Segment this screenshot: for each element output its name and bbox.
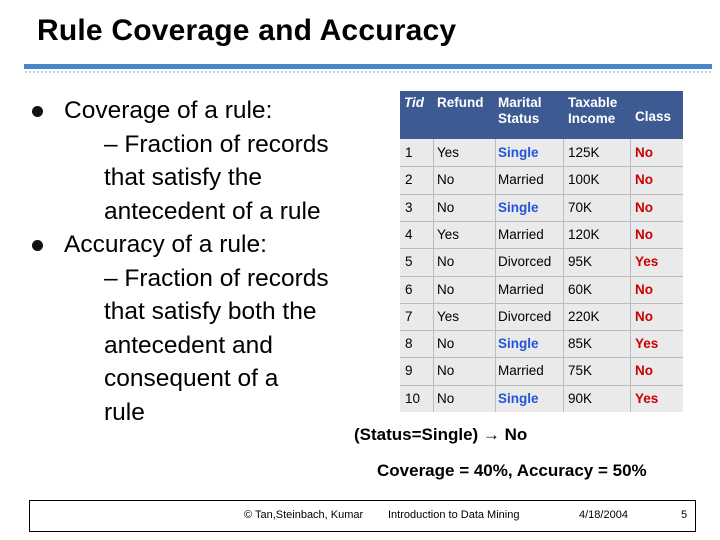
cell-class: No (635, 145, 653, 160)
bullet-dot-icon (32, 106, 43, 117)
bullet-text: Coverage of a rule: (64, 97, 273, 124)
cell-class: Yes (635, 336, 659, 352)
cell-taxable-income: 120K (568, 226, 600, 242)
sub-bullet-line: antecedent and (104, 331, 273, 359)
cell-refund: No (437, 172, 455, 188)
cell-class: No (635, 281, 653, 297)
header-taxable-income: Taxable Income (568, 95, 618, 126)
cell-refund: No (437, 363, 455, 379)
cell-tid: 5 (405, 254, 413, 270)
cell-tid: 6 (405, 281, 413, 297)
cell-refund: Yes (437, 226, 460, 242)
sub-bullet-line: – Fraction of records (104, 264, 329, 292)
cell-class: No (635, 199, 653, 215)
rule-expression: (Status=Single) → No (354, 425, 528, 444)
cell-taxable-income: 95K (568, 254, 593, 270)
cell-taxable-income: 125K (568, 145, 600, 160)
cell-taxable-income: 75K (568, 363, 593, 379)
cell-class: Yes (635, 390, 659, 406)
footer-course: Introduction to Data Mining (388, 509, 520, 521)
coverage-accuracy-result: Coverage = 40%, Accuracy = 50% (377, 461, 647, 480)
header-marital-status: Marital Status (498, 95, 542, 126)
bullet-accuracy (30, 228, 380, 262)
cell-tid: 10 (405, 390, 421, 406)
bullet-list (30, 94, 380, 429)
cell-marital-status: Married (498, 172, 544, 188)
sub-bullet-line: rule (104, 398, 145, 426)
cell-class: No (635, 172, 653, 188)
footer-date: 4/18/2004 (579, 509, 628, 521)
cell-marital-status: Married (498, 226, 544, 242)
row-separator (400, 357, 683, 358)
sub-bullet-line: – Fraction of records (104, 130, 329, 158)
cell-taxable-income: 70K (568, 199, 593, 215)
cell-tid: 8 (405, 336, 413, 352)
row-separator (400, 303, 683, 304)
header-refund: Refund (437, 95, 484, 110)
bullet-coverage (30, 94, 380, 128)
cell-tid: 4 (405, 226, 413, 242)
cell-refund: No (437, 254, 455, 270)
cell-tid: 1 (405, 145, 413, 160)
cell-refund: No (437, 281, 455, 297)
cell-class: No (635, 363, 653, 379)
cell-marital-status: Single (498, 199, 539, 215)
cell-refund: No (437, 390, 455, 406)
data-table (400, 91, 683, 412)
cell-tid: 3 (405, 199, 413, 215)
row-separator (400, 221, 683, 222)
bullet-dot-icon (32, 240, 43, 251)
row-separator (400, 194, 683, 195)
cell-tid: 9 (405, 363, 413, 379)
slide-footer (29, 500, 696, 532)
cell-tid: 7 (405, 308, 413, 324)
table-header (400, 91, 683, 139)
sub-bullet-line: consequent of a (104, 365, 279, 392)
slide-title: Rule Coverage and Accuracy (37, 14, 457, 47)
row-separator (400, 166, 683, 167)
cell-class: Yes (635, 254, 659, 270)
sub-bullet-line: antecedent of a rule (104, 197, 321, 225)
cell-marital-status: Married (498, 363, 544, 379)
header-class: Class (635, 109, 672, 124)
cell-refund: Yes (437, 145, 460, 160)
cell-marital-status: Single (498, 390, 539, 406)
cell-refund: Yes (437, 308, 460, 324)
cell-taxable-income: 85K (568, 336, 593, 352)
cell-taxable-income: 220K (568, 308, 600, 324)
row-separator (400, 385, 683, 386)
cell-refund: No (437, 199, 455, 215)
header-tid: Tid (404, 95, 424, 110)
cell-marital-status: Divorced (498, 254, 552, 270)
cell-refund: No (437, 336, 455, 352)
row-separator (400, 276, 683, 277)
cell-class: No (635, 308, 653, 324)
title-underline (24, 64, 712, 69)
sub-bullet-line: that satisfy the (104, 164, 262, 191)
title-dotted-rule (24, 70, 712, 74)
cell-marital-status: Single (498, 145, 539, 160)
cell-taxable-income: 60K (568, 281, 593, 297)
cell-marital-status: Divorced (498, 308, 552, 324)
cell-class: No (635, 226, 653, 242)
bullet-text: Accuracy of a rule: (64, 231, 267, 258)
sub-bullet-line: that satisfy both the (104, 298, 317, 325)
cell-marital-status: Married (498, 281, 544, 297)
row-separator (400, 248, 683, 249)
cell-taxable-income: 100K (568, 172, 600, 188)
cell-taxable-income: 90K (568, 390, 593, 406)
cell-tid: 2 (405, 172, 413, 188)
footer-page-number: 5 (681, 509, 688, 521)
footer-authors: © Tan,Steinbach, Kumar (244, 509, 364, 521)
row-separator (400, 330, 683, 331)
cell-marital-status: Single (498, 336, 539, 352)
